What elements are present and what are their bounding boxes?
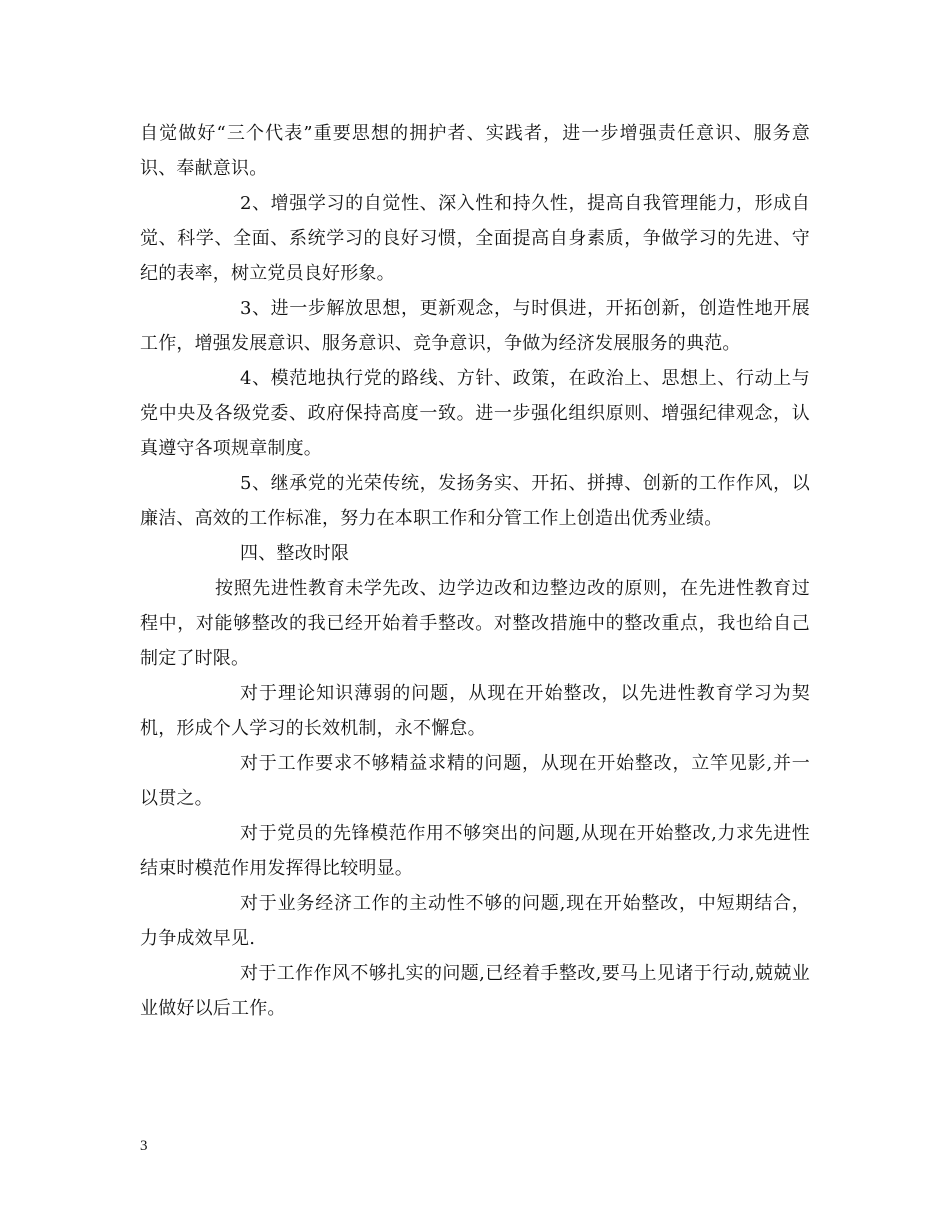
paragraph-item-4: 4、模范地执行党的路线、方针、政策，在政治上、思想上、行动上与党中央及各级党委、政府保持高度一致。进一步强化组织原则、增强纪律观念，认真遵守各项规章制度。 bbox=[140, 368, 810, 459]
paragraph-work-style: 对于工作作风不够扎实的问题,已经着手整改,要马上见诸于行动,兢兢业业做好以后工作。 bbox=[140, 963, 810, 1019]
page-number: 3 bbox=[140, 1138, 148, 1154]
paragraph-item-5: 5、继承党的光荣传统，发扬务实、开拓、拼搏、创新的工作作风，以廉洁、高效的工作标准，努力在本职工作和分管工作上创造出优秀业绩。 bbox=[140, 473, 810, 529]
paragraph-work-requirements: 对于工作要求不够精益求精的问题，从现在开始整改，立竿见影,并一以贯之。 bbox=[140, 753, 810, 809]
paragraph-item-2: 2、增强学习的自觉性、深入性和持久性，提高自我管理能力，形成自觉、科学、全面、系统学习的良好习惯，全面提高自身素质，争做学习的先进、守纪的表率，树立党员良好形象。 bbox=[140, 193, 810, 284]
paragraph-principle: 按照先进性教育未学先改、边学边改和边整边改的原则，在先进性教育过程中，对能够整改的我已经开始着手整改。对整改措施中的整改重点，我也给自己制定了时限。 bbox=[140, 578, 810, 669]
paragraph-theory: 对于理论知识薄弱的问题，从现在开始整改，以先进性教育学习为契机，形成个人学习的长效机制，永不懈怠。 bbox=[140, 683, 810, 739]
section-heading: 四、整改时限 bbox=[240, 543, 350, 564]
paragraph-1: 自觉做好“三个代表”重要思想的拥护者、实践者，进一步增强责任意识、服务意识、奉献意识。 bbox=[140, 123, 810, 179]
paragraph-item-3: 3、进一步解放思想，更新观念，与时俱进，开拓创新，创造性地开展工作，增强发展意识、服务意识、竞争意识，争做为经济发展服务的典范。 bbox=[140, 298, 810, 354]
document-body bbox=[140, 116, 810, 1026]
paragraph-pioneer-role: 对于党员的先锋模范作用不够突出的问题,从现在开始整改,力求先进性结束时模范作用发挥得比较明显。 bbox=[140, 823, 810, 879]
paragraph-initiative: 对于业务经济工作的主动性不够的问题,现在开始整改，中短期结合，力争成效早见. bbox=[140, 893, 810, 949]
